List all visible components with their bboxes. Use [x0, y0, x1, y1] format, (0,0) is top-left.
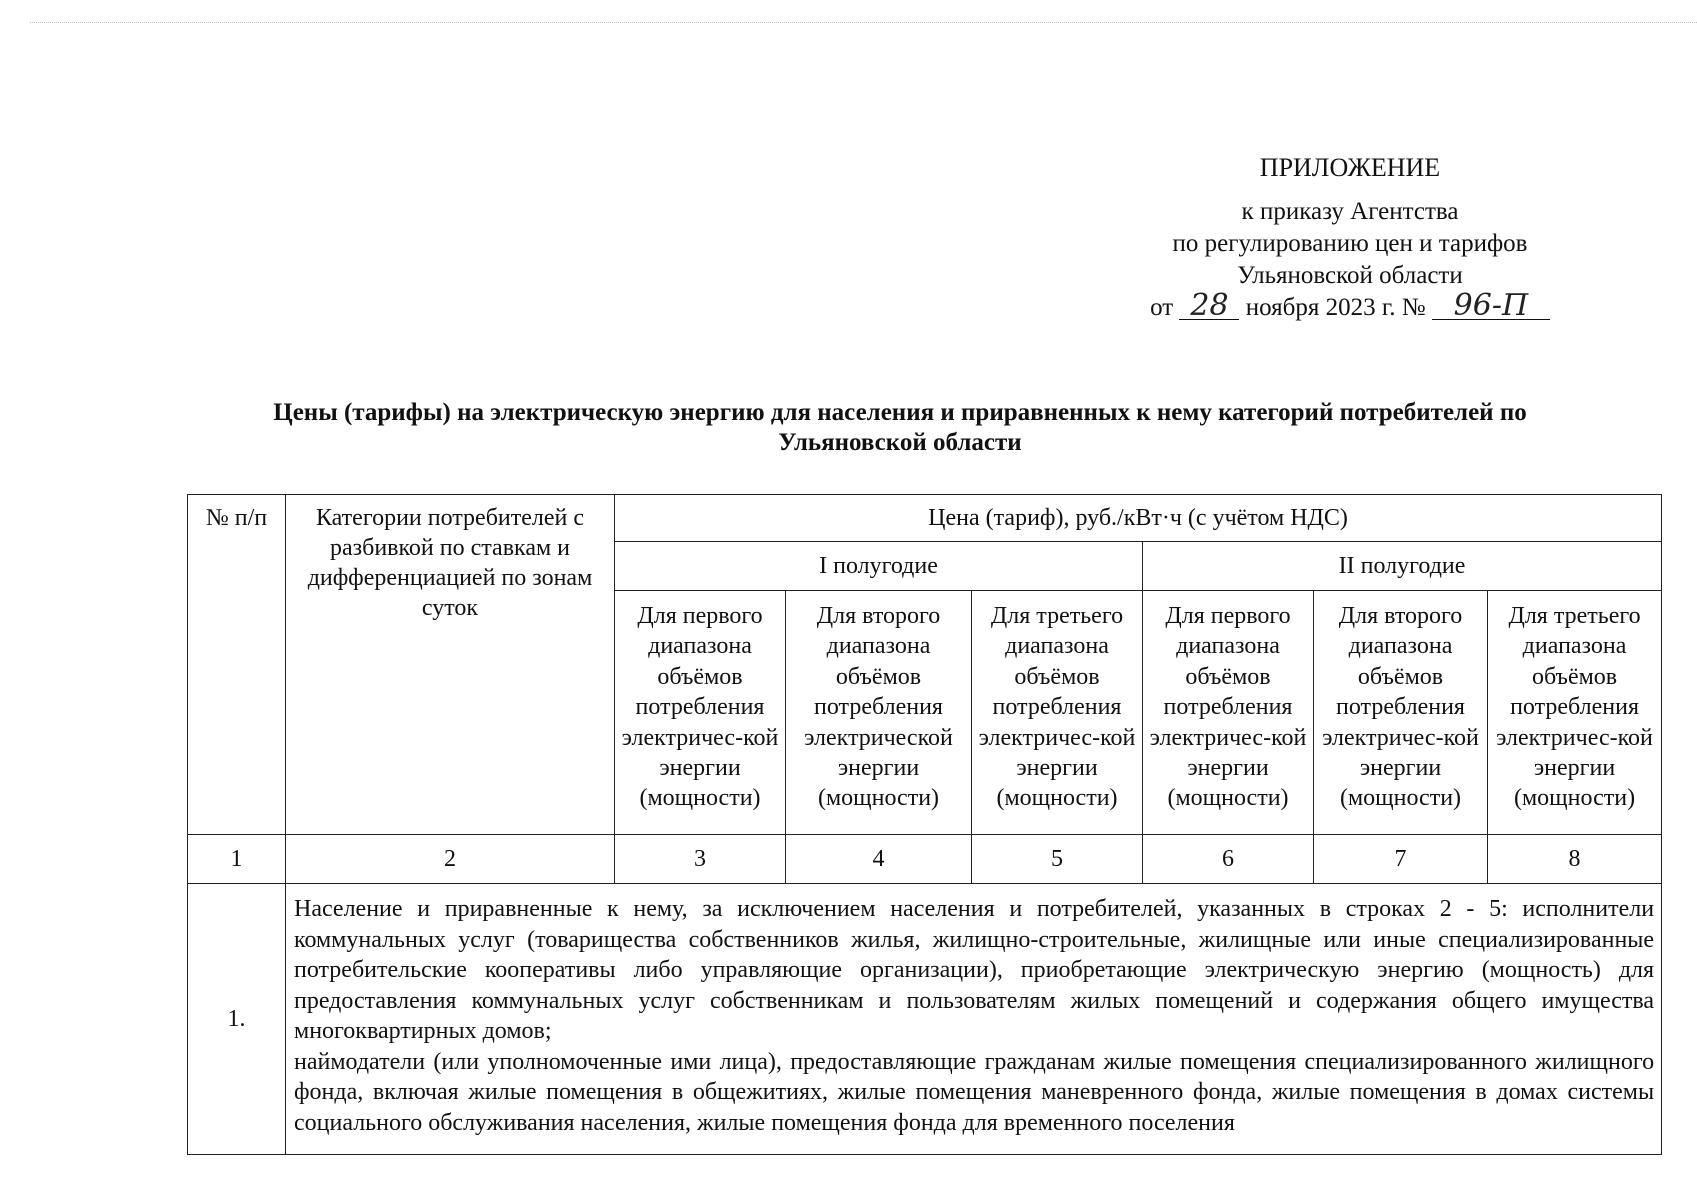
- column-number: 3: [615, 835, 786, 884]
- column-number: 8: [1488, 835, 1662, 884]
- document-title-line-2: Ульяновской области: [778, 429, 1022, 456]
- appendix-block: [1080, 152, 1620, 324]
- row-number: 1.: [188, 884, 286, 1155]
- row-category-paragraph-1: Население и приравненные к нему, за исключением населения и потребителей, указанных в строках 2 - 5: исполнители коммунальных услуг (товарищества собственников жилья, жилищно-строительные, жилищные или иные специализированные потребительские кооперативы либо управляющие организации), приобретающие электрическую энергию (мощность) для предоставления коммунальных услуг собственникам и пользователям жилых помещений и содержания общего имущества многоквартирных домов;: [294, 896, 1655, 1044]
- header-range-h1-second: Для второго диапазона объёмов потребления электрической энергии (мощности): [786, 591, 972, 835]
- header-range-h2-first: Для первого диапазона объёмов потребления электричес-кой энергии (мощности): [1143, 591, 1314, 835]
- header-consumer-category: Категории потребителей с разбивкой по ставкам и дифференциацией по зонам суток: [286, 495, 615, 835]
- appendix-heading: ПРИЛОЖЕНИЕ: [1259, 153, 1441, 182]
- column-number-row: [188, 835, 1662, 884]
- header-row-number: № п/п: [188, 495, 286, 835]
- appendix-line-2: по регулированию цен и тарифов: [1172, 230, 1528, 257]
- handwritten-order-number: 96-П: [1432, 293, 1550, 320]
- table-row: [188, 884, 1662, 1155]
- row-category-paragraph-2: наймодатели (или уполномоченные ими лица), предоставляющие гражданам жилые помещения специализированного жилищного фонда, включая жилые помещения в общежитиях, жилые помещения маневренного фонда, жилые помещения в домах системы социального обслуживания населения, жилые помещения фонда для временного поселения: [294, 1048, 1655, 1136]
- column-number: 2: [286, 835, 615, 884]
- appendix-line-3: Ульяновской области: [1237, 262, 1463, 289]
- row-category-text: [286, 884, 1662, 1155]
- header-half-year-2: II полугодие: [1143, 542, 1662, 591]
- header-price: Цена (тариф), руб./кВт·ч (с учётом НДС): [615, 495, 1662, 542]
- date-rest: ноября 2023 г. №: [1245, 294, 1426, 321]
- header-range-h2-second: Для второго диапазона объёмов потребления электричес-кой энергии (мощности): [1314, 591, 1488, 835]
- date-prefix: от: [1150, 294, 1174, 321]
- column-number: 7: [1314, 835, 1488, 884]
- appendix-date-line: [1080, 288, 1620, 324]
- column-number: 4: [786, 835, 972, 884]
- column-number: 6: [1143, 835, 1314, 884]
- column-number: 1: [188, 835, 286, 884]
- header-range-h1-third: Для третьего диапазона объёмов потребления электричес-кой энергии (мощности): [972, 591, 1143, 835]
- header-range-h2-third: Для третьего диапазона объёмов потребления электричес-кой энергии (мощности): [1488, 591, 1662, 835]
- scan-edge-rule: [30, 22, 1697, 23]
- header-range-h1-first: Для первого диапазона объёмов потребления электричес-кой энергии (мощности): [615, 591, 786, 835]
- appendix-line-1: к приказу Агентства: [1241, 198, 1459, 225]
- document-title: [150, 398, 1650, 458]
- handwritten-day: 28: [1179, 293, 1239, 320]
- tariff-table: [187, 494, 1662, 1155]
- header-half-year-1: I полугодие: [615, 542, 1143, 591]
- document-title-line-1: Цены (тарифы) на электрическую энергию для населения и приравненных к нему категорий потребителей по: [273, 399, 1527, 426]
- column-number: 5: [972, 835, 1143, 884]
